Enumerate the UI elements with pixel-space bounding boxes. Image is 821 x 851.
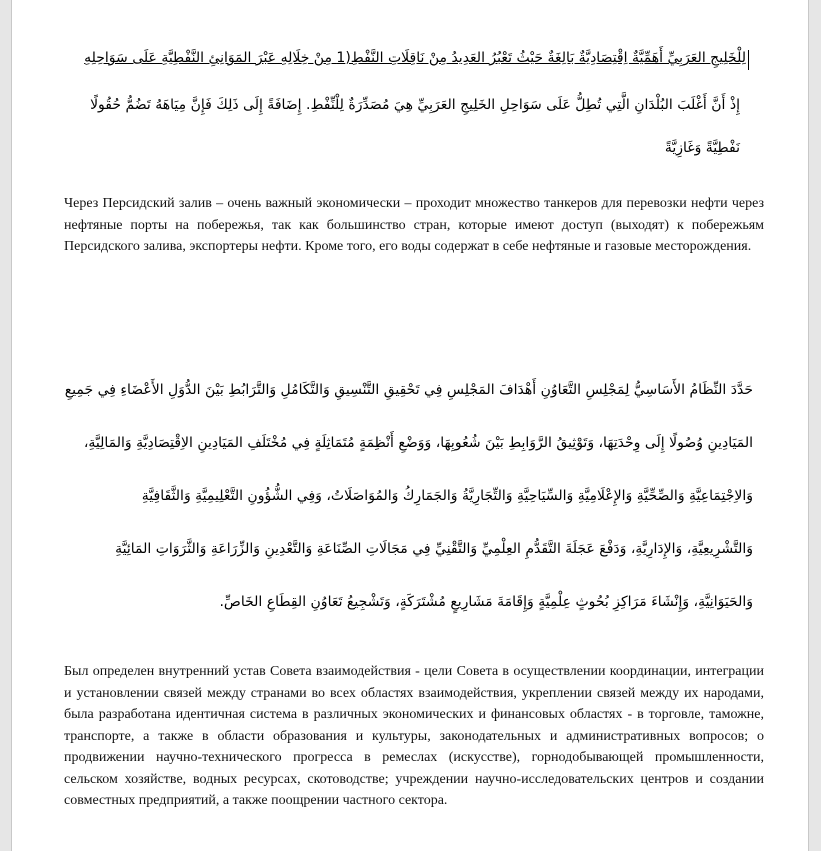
- text-cursor: [748, 50, 749, 70]
- arabic-line-1-2[interactable]: إِذْ أَنَّ أَغْلَبَ البُلْدَانِ الَّتِي تُطِلُّ عَلَى سَوَاحِلِ الخَلِيجِ العَرَبِيِّ هِيَ مُصَدِّرَةٌ لِلْنِّفْطِ. إِضَافَةً إِلَى ذَلِكَ فَإِنَّ مِيَاهَهُ تَضُمُّ حُقُولًا: [90, 97, 740, 113]
- russian-paragraph-1[interactable]: Через Персидский залив – очень важный экономически – проходит множество танкеров для перевозки нефти через нефтяные порты на побережья, так как большинство стран, которые имеют доступ (выходят) к побережьям Персидского залива, экспортеры нефти. Кроме того, его воды содержат в себе нефтяные и газовые месторождения.: [64, 196, 764, 254]
- arabic-line-2-4[interactable]: وَالتَّشْرِيعِيَّةِ، وَالإِدَارِيَّةِ، وَدَفْعَ عَجَلَةَ التَّقَدُّمِ العِلْمِيِّ وَالتَّقْنِيِّ فِي مَجَالَاتِ الصِّنَاعَةِ وَالتَّعْدِينِ وَالزِّرَاعَةِ وَالثَّرَوَاتِ المَائِيَّةِ: [115, 541, 753, 557]
- arabic-line-2-1[interactable]: حَدَّدَ النِّظَامُ الأَسَاسِيُّ لِمَجْلِسِ التَّعَاوُنِ أَهْدَافَ المَجْلِسِ فِي تَحْقِيقِ التَّنْسِيقِ وَالتَّكَامُلِ وَالتَّرَابُطِ بَيْنَ الدُّوَلِ الأَعْضَاءِ فِي جَمِيعِ: [64, 382, 753, 398]
- document-page: [11, 0, 809, 851]
- arabic-line-1-3[interactable]: نَفْطِيَّةً وَغَازِيَّةً: [664, 140, 740, 156]
- arabic-line-2-2[interactable]: المَيَادِينِ وُصُولًا إِلَى وِحْدَتِهَا، وَتَوْثِيقُ الرَّوَابِطِ بَيْنَ شُعُوبِهَا، وَوَضْعِ أَنْظِمَةٍ مُتَمَاثِلَةٍ فِي مُخْتَلَفِ المَيَادِينِ الاِقْتِصَادِيَّةِ وَالمَالِيَّةِ،: [83, 435, 753, 451]
- arabic-line-1-1[interactable]: لِلْخَلِيجِ العَرَبِيِّ أَهَمِّيَّةٌ اِقْتِصَادِيَّةٌ بَالِغَةٌ حَيْثُ تَعْبُرُ العَدِيدُ مِنْ نَاقِلَاتِ النَّفْطِ(1 مِنْ خِلَالِهِ عَبْرَ المَوَانِئِ النَّفْطِيَّةِ عَلَى سَوَاحِلِهِ: [84, 50, 746, 66]
- arabic-line-2-5[interactable]: وَالحَيَوَانِيَّةِ، وَإِنْشَاءَ مَرَاكِزِ بُحُوثٍ عِلْمِيَّةٍ وَإِقَامَةَ مَشَارِيعٍ مُشْتَرَكَةٍ، وَتَشْجِيعُ تَعَاوُنِ القِطَاعِ الخَاصِّ.: [219, 594, 753, 610]
- arabic-line-2-3[interactable]: وَالاِجْتِمَاعِيَّةِ وَالصِّحِّيَّةِ وَالإِعْلَامِيَّةِ وَالسِّيَاحِيَّةِ وَالتِّجَارِيَّةُ وَالجَمَارِكُ وَالمُوَاصَلَاتُ، وَفِي الشُّؤُونِ التَّعْلِيمِيَّةِ وَالثَّقَافِيَّةِ: [141, 488, 753, 504]
- russian-paragraph-2[interactable]: Был определен внутренний устав Совета взаимодействия - цели Совета в осуществлении координации, интеграции и установлении связей между странами во всех областях взаимодействия, укреплении связей между их народами, была разработана идентичная система в различных экономических и финансовых областях - в торговле, таможне, транспорте, а также в области образования и культуры, законодательных и административных вопросов; о продвижении научно-технического прогресса в ремеслах (искусстве), горнодобывающей промышленности, сельском хозяйстве, водных ресурсах, скотоводстве; учреждении научно-исследовательских центров и создании совместных предприятий, а также поощрении частного сектора.: [64, 664, 764, 808]
